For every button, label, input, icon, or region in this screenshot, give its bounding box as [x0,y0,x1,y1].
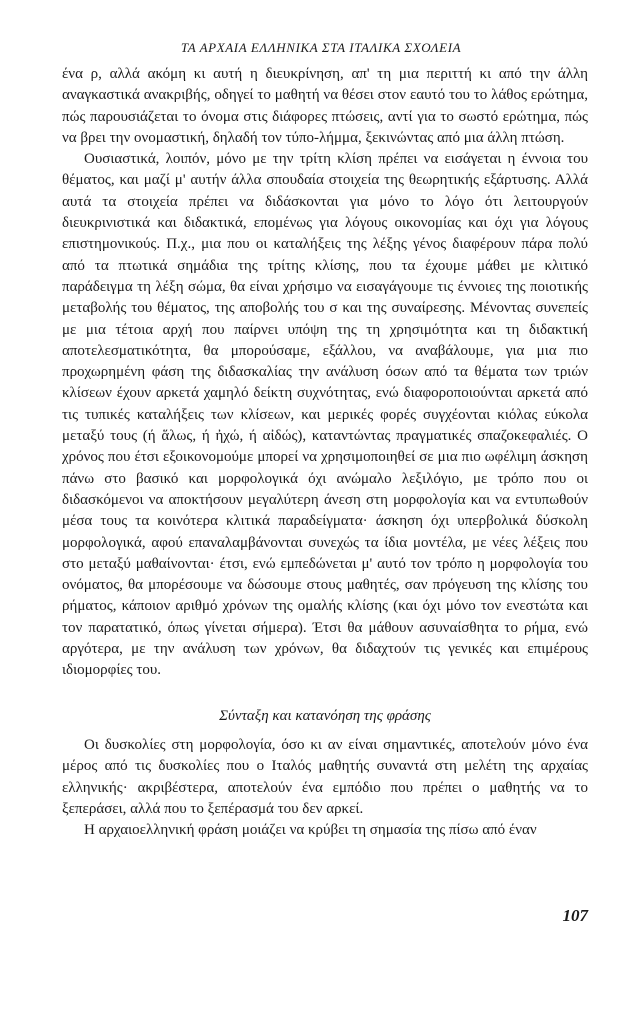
paragraph-continuation: ένα ρ, αλλά ακόμη κι αυτή η διευκρίνηση, απ' τη μια περιττή κι από την άλλη αναγκαστικά ανακριβής, οδηγεί το μαθητή να θέσει στον εαυτό του το λάθος ερώτημα, πώς παρουσιάζεται το όνομα στις διάφορες πτώσεις, αντί για το σωστό ερώτημα, πώς να βρει την ονομαστική, δηλαδή τον τύπο-λήμμα, ξεκινώντας από μια άλλη πτώση. [62,66,588,146]
page-number: 107 [562,906,588,925]
paragraph-greek-phrase: Η αρχαιοελληνική φράση μοιάζει να κρύβει τη σημασία της πίσω από έναν [84,822,537,839]
paragraph-third-declension: Ουσιαστικά, λοιπόν, μόνο με την τρίτη κλίση πρέπει να εισάγεται η έννοια του θέματος, και μαζί μ' αυτήν άλλα σπουδαία στοιχεία της θεωρητικής εξάρτυσης. Αλλά αυτά τα στοιχεία πρέπει να διδάσκονται για μόνο το λόγο ότι λειτουργούν διευκρινιστικά και διδακτικά, επομένως για λόγους οικονομίας και όχι για λόγους επιστημονικούς. Π.χ., μια που οι καταλήξεις της λέξης γένος διαφέρουν πάρα πολύ από τα πτωτικά σημάδια της τρίτης κλίσης, που τα έχουμε μάθει με κλιτικό παράδειγμα τη λέξη σώμα, θα είναι χρήσιμο να εισαγάγουμε τις έννοιες της ποιοτικής μεταβολής του θέματος, της αποβολής του σ και της συναίρεσης. Μένοντας συνεπείς με μια τέτοια αρχή που παίρνει υπόψη της τη χρησιμότητα και τη διδακτική αποτελεσματικότητα, θα μπορούσαμε, εξάλλου, να αναβάλουμε, για μια πιο προχωρημένη φάση της διδασκαλίας την ανάλυση όσων από τα θέματα των τριών κλίσεων έχουν αρκετά χαμηλό δείκτη συχνότητας, ενώ διαφοροποιούνται αρκετά από τις τυπικές καταλήξεις των κλίσεων, και μερικές φορές συγχέονται κιόλας εύκολα μεταξύ τους (ή ἅλως, ή ἠχώ, ή αἰδώς), καταντώντας πραγματικές σπαζοκεφαλιές. Ο χρόνος που έτσι εξοικονομούμε μπορεί να χρησιμοποιηθεί σε μια πιο ωφέλιμη άσκηση πάνω στο βασικό και μορφολογικά όχι ανώμαλο λεξιλόγιο, με τρόπο που οι διδασκόμενοι να αποκτήσουν μεγαλύτερη άνεση στη μορφολογία και να εντυπωθούν μέσα τους τα κοινότερα κλιτικά παραδείγματα· άσκηση όχι υπερβολικά δύσκολη μορφολογικά, αφού επαναλαμβάνονται συνεχώς τα ίδια μοντέλα, με νέες λέξεις που στο μεταξύ μαθαίνονται· έτσι, ενώ εμπεδώνεται μ' αυτό τον τρόπο η μορφολογία του ονόματος, θα μπορέσουμε να δώσουμε στους μαθητές, σαν πρόγευση της κλίσης του ρήματος, κάποιον αριθμό χρόνων της ομαλής κλίσης (και όχι μόνο τον ενεστώτα και τον παρατατικό, όπως γίνεται σήμερα). Έτσι θα μάθουν ασυναίσθητα το ρήμα, ενώ αργότερα, με την ανάλυση των χρόνων, θα διδαχτούν τις γενικές και επιμέρους ιδιομορφίες του. [62,151,588,679]
section-title: Σύνταξη και κατανόηση της φράσης [219,707,431,724]
paragraph-syntax-difficulties: Οι δυσκολίες στη μορφολογία, όσο κι αν είναι σημαντικές, αποτελούν μόνο ένα μέρος από τις δυσκολίες που ο Ιταλός μαθητής συναντά στη μελέτη της αρχαίας ελληνικής· ακριβέστερα, αποτελούν ένα εμπόδιο που πρέπει ο μαθητής να το ξεπεράσει, αλλά που το ξεπέρασμά του δεν αρκεί. [62,736,588,817]
running-header: ΤΑ ΑΡΧΑΙΑ ΕΛΛΗΝΙΚΑ ΣΤΑ ΙΤΑΛΙΚΑ ΣΧΟΛΕΙΑ [180,40,462,55]
page-body [62,64,588,841]
